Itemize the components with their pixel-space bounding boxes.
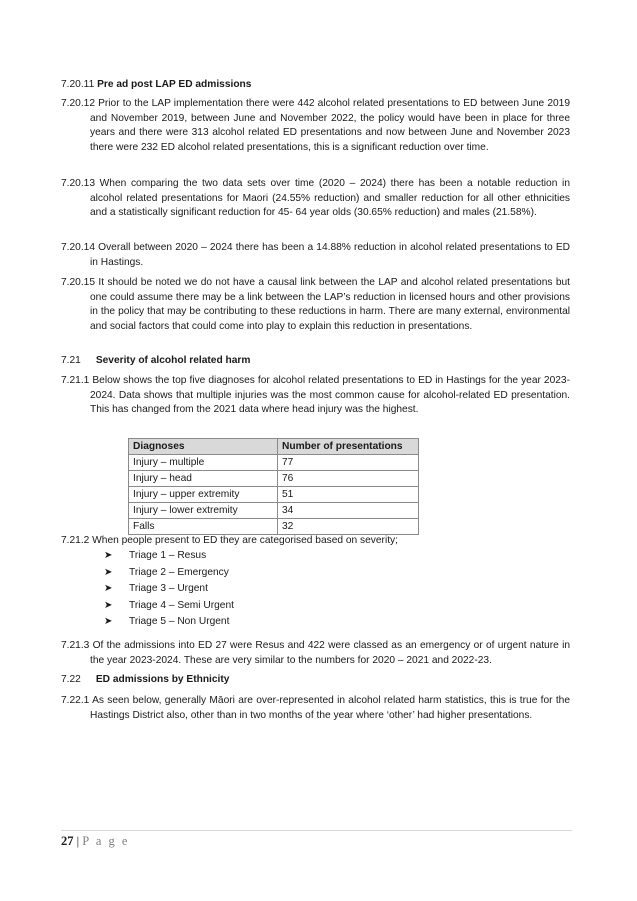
paragraph-text: When people present to ED they are categorised based on severity; <box>92 535 398 546</box>
list-item <box>104 614 234 631</box>
column-header-diagnoses: Diagnoses <box>129 439 278 455</box>
paragraph-number: 7.22.1 <box>61 695 93 706</box>
paragraph-7-20-13 <box>61 177 570 221</box>
paragraph-text: As seen below, generally Māori are over-represented in alcohol related harm statistics, this is true for the Hastings District also, other than in two months of the year where ‘other’ had higher presentations. <box>90 695 570 721</box>
paragraph-7-20-12 <box>61 97 570 155</box>
paragraph-number: 7.21.1 <box>61 375 93 386</box>
footer-separator: | <box>73 834 83 848</box>
paragraph-text: Overall between 2020 – 2024 there has been a 14.88% reduction in alcohol related presentations to ED in Hastings. <box>90 242 570 268</box>
list-item-text: Triage 4 – Semi Urgent <box>129 599 234 611</box>
arrow-bullet-icon: ➤ <box>104 550 113 561</box>
diagnosis-cell: Injury – head <box>129 471 278 487</box>
section-title: Pre ad post LAP ED admissions <box>97 79 252 90</box>
paragraph-number: 7.20.14 <box>61 242 99 253</box>
diagnosis-cell: Injury – lower extremity <box>129 503 278 519</box>
section-number: 7.21 <box>61 355 81 366</box>
arrow-bullet-icon: ➤ <box>104 599 113 611</box>
paragraph-number: 7.21.3 <box>61 640 93 651</box>
paragraph-number: 7.20.15 <box>61 277 99 288</box>
diagnosis-cell: Injury – multiple <box>129 455 278 471</box>
table-row <box>129 487 419 503</box>
table-row <box>129 455 419 471</box>
count-cell: 32 <box>278 519 419 535</box>
footer-divider <box>61 830 572 831</box>
list-item-text: Triage 3 – Urgent <box>129 583 208 594</box>
paragraph-text: It should be noted we do not have a causal link between the LAP and alcohol related presentations but one could assume there may be a link between the LAP’s reduction in licensed hours and other provisions in the policy that may be contributing to these reductions in harm. There are many external, environmental and social factors that could come into play to explain this reduction in presentations. <box>90 277 570 332</box>
paragraph-7-22-1 <box>61 694 570 723</box>
paragraph-number: 7.20.12 <box>61 98 99 109</box>
count-cell: 34 <box>278 503 419 519</box>
section-number: 7.22 <box>61 674 81 685</box>
paragraph-text: When comparing the two data sets over time (2020 – 2024) there has been a notable reduction in alcohol related presentations for Maori (24.55% reduction) and smaller reduction for all other ethnicities and a statistically significant reduction for 45- 64 year olds (30.65% reduction) and males (21.58%). <box>90 178 570 219</box>
list-item-text: Triage 1 – Resus <box>129 550 207 561</box>
list-item-text: Triage 5 – Non Urgent <box>129 616 230 627</box>
table-header-row <box>129 439 419 455</box>
list-item <box>104 548 234 565</box>
column-header-presentations: Number of presentations <box>278 439 419 455</box>
section-heading-7-22 <box>61 673 229 688</box>
paragraph-number: 7.21.2 <box>61 535 93 546</box>
paragraph-7-21-2 <box>61 534 570 549</box>
section-title: ED admissions by Ethnicity <box>95 674 230 685</box>
page-label: P a g e <box>82 834 130 848</box>
diagnosis-cell: Injury – upper extremity <box>129 487 278 503</box>
page-footer <box>61 834 129 849</box>
paragraph-7-20-15 <box>61 276 570 334</box>
table-row <box>129 471 419 487</box>
list-item-text: Triage 2 – Emergency <box>129 566 229 578</box>
table-row <box>129 503 419 519</box>
diagnosis-cell: Falls <box>129 519 278 535</box>
list-item <box>104 598 234 615</box>
paragraph-text: Below shows the top five diagnoses for alcohol related presentations to ED in Hastings for the year 2023-2024. Data shows that multiple injuries was the most common cause for alcohol-related ED presentation. This has changed from the 2021 data where head injury was the highest. <box>90 375 570 416</box>
list-item <box>104 581 234 598</box>
count-cell: 76 <box>278 471 419 487</box>
arrow-bullet-icon: ➤ <box>104 616 113 627</box>
paragraph-7-20-14 <box>61 241 570 270</box>
paragraph-7-21-1 <box>61 374 570 418</box>
paragraph-text: Prior to the LAP implementation there were 442 alcohol related presentations to ED between June 2019 and November 2019, between June and November 2022, the policy would have been in place for three years and there were 313 alcohol related ED presentations and now between June and November 2023 there were 232 ED alcohol related presentations, this is a significant reduction over time. <box>90 98 570 153</box>
section-number: 7.20.11 <box>61 79 95 90</box>
count-cell: 51 <box>278 487 419 503</box>
triage-list <box>104 548 234 631</box>
table-row <box>129 519 419 535</box>
paragraph-text: Of the admissions into ED 27 were Resus and 422 were classed as an emergency or of urgent nature in the year 2023-2024. These are very similar to the numbers for 2020 – 2021 and 2022-23. <box>90 640 570 666</box>
count-cell: 77 <box>278 455 419 471</box>
arrow-bullet-icon: ➤ <box>104 583 113 594</box>
section-heading-7-21 <box>61 354 250 369</box>
section-title: Severity of alcohol related harm <box>95 355 251 366</box>
diagnoses-table <box>128 438 419 535</box>
arrow-bullet-icon: ➤ <box>104 566 113 578</box>
page-number: 27 <box>61 834 74 848</box>
section-heading-7-20-11 <box>61 78 251 93</box>
paragraph-number: 7.20.13 <box>61 178 100 189</box>
list-item <box>104 565 234 582</box>
paragraph-7-21-3 <box>61 639 570 668</box>
